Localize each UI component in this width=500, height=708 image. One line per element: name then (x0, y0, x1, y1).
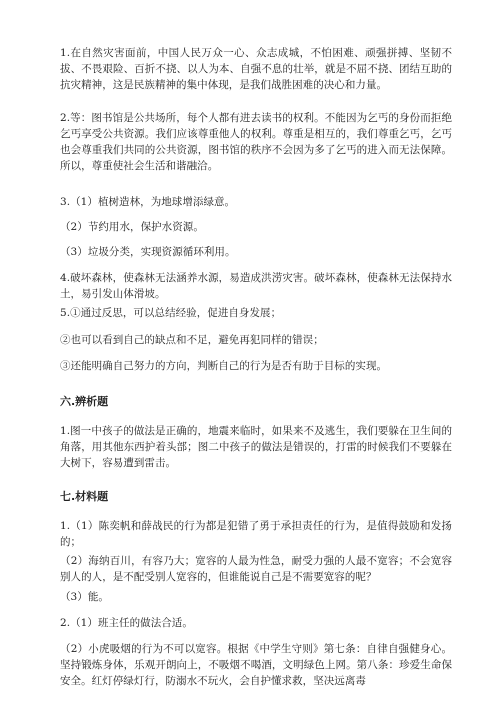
answer-paragraph: 4.破坏森林，使森林无法涵养水源，易造成洪涝灾害。破坏森林，使森林无法保持水土，易引发山体滑坡。 (60, 272, 452, 300)
answer-paragraph: （2）小虎吸烟的行为不可以宽容。根据《中学生守则》第七条：自律自强健身心。坚持锻炼身体，乐观开朗向上，不吸烟不喝酒，文明绿色上网。第八条：珍爱生命保安全。红灯停绿灯行，防溺水不玩火，会自护懂求救，坚决远离毒 (60, 643, 452, 687)
answer-paragraph: （2）节约用水，保护水资源。 (60, 221, 204, 233)
answer-paragraph: 3.（1）植树造林，为地球增添绿意。 (60, 196, 236, 208)
answer-paragraph: ③还能明确自己努力的方向，判断自己的行为是否有助于目标的实现。 (60, 360, 388, 372)
section-heading: 六.辨析题 (60, 395, 109, 408)
answer-paragraph: 1.图一中孩子的做法是正确的，地震来临时，如果来不及逃生，我们要躲在卫生间的角落，用其他东西护着头部；图二中孩子的做法是错误的，打雷的时候我们不要躲在大树下，容易遭到雷击。 (60, 425, 452, 469)
answer-paragraph: （2）海纳百川，有容乃大；宽容的人最为性急，耐受力强的人最不宽容；不会宽容别人的人，是不配受别人宽容的，但谁能说自己是不需要宽容的呢？ (60, 555, 452, 583)
answer-paragraph: 1.（1）陈奕帆和薛战民的行为都是犯错了勇于承担责任的行为，是值得鼓励和发扬的； (60, 520, 452, 548)
answer-paragraph: 1.在自然灾害面前，中国人民万众一心、众志成城，不怕困难、顽强拼搏、坚韧不拔、不畏艰险、百折不挠、以人为本、自强不息的壮举，就是不屈不挠、团结互助的抗灾精神，这是民族精神的集中体现，是我们战胜困难的决心和力量。 (60, 47, 452, 91)
section-heading: 七.材料题 (60, 490, 109, 503)
answer-paragraph: （3）垃圾分类，实现资源循环利用。 (60, 246, 236, 258)
answer-paragraph: 5.①通过反思，可以总结经验，促进自身发展； (60, 307, 282, 319)
answer-paragraph: 2.（1）班主任的做法合适。 (60, 617, 193, 629)
answer-paragraph: 2.等：图书馆是公共场所，每个人都有进去读书的权利。不能因为乞丐的身份而拒绝乞丐享受公共资源。我们应该尊重他人的权利。尊重是相互的，我们尊重乞丐，乞丐也会尊重我们共同的公共资源，图书馆的秩序不会因为多了乞丐的进入而无法保障。所以，尊重使社会生活和谐融洽。 (60, 112, 452, 172)
answer-paragraph: （3）能。 (60, 591, 109, 603)
answer-paragraph: ②也可以看到自己的缺点和不足，避免再犯同样的错误； (60, 334, 324, 346)
